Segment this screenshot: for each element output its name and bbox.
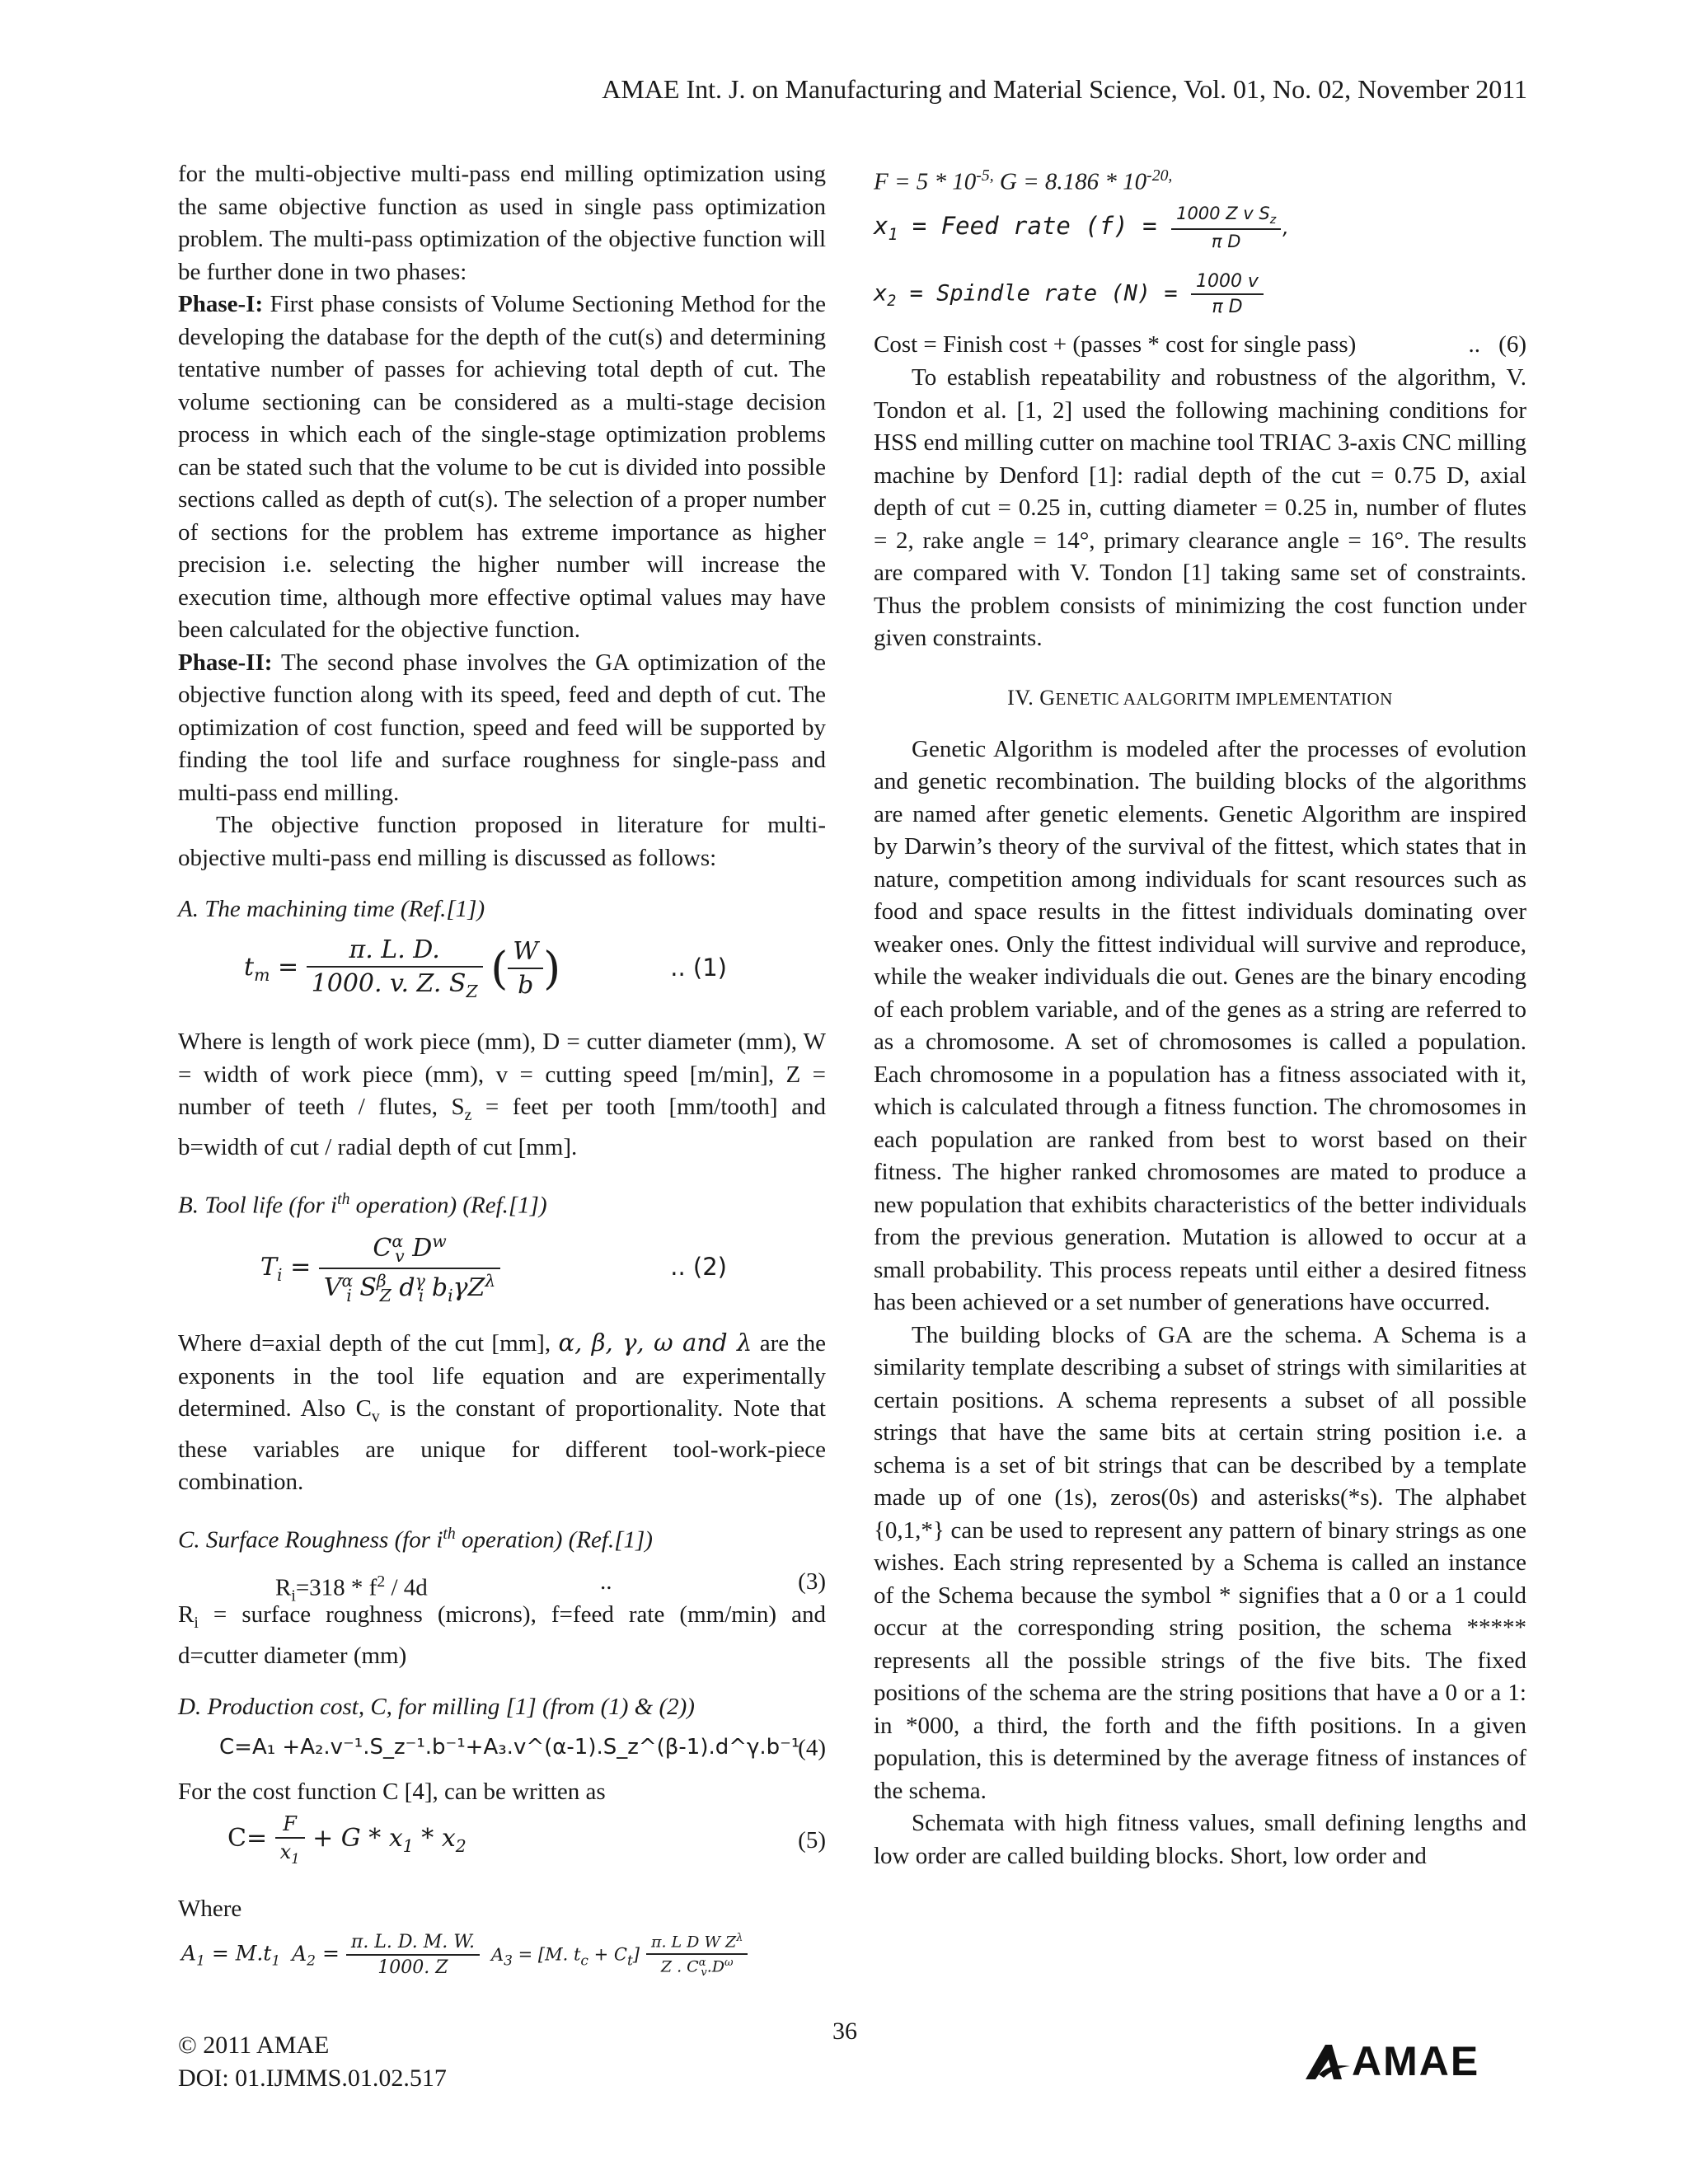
equation-1-number: .. (1): [670, 954, 727, 982]
equation-6-number: (6): [1498, 331, 1526, 359]
phase1-paragraph: [178, 288, 826, 647]
equation-5-number: (5): [798, 1826, 826, 1854]
ga-paragraph-2: The building blocks of GA are the schema. A Schema is a similarity template describing a subset of strings with similarities at certain positions. A schema represents a subset of all possible strings that have the same bits at certain string position i.e. a schema is a set of bit strings that can be described by a template made up of one (1s), zeros(0s) and asterisks(*s). The alphabet {0,1,*} can be used to represent any pattern of binary strings as one wishes. Each string represented by a Schema is called an instance of the Schema because the symbol * signifies that a 0 or a 1 could occur at the corresponding string position, the schema ***** represents all the possible strings of the five bits. The fixed positions of the schema are the string positions that have a 0 or a 1: in *000, a third, the forth and the fifth positions. In a given population, this is determined by the average fitness of instances of the schema.: [874, 1321, 1526, 1804]
right-column: [874, 158, 1526, 1872]
intro-paragraph: for the multi-objective multi-pass end milling optimization using the same objective function as used in single pass optimization problem. The multi-pass optimization of the objective function will be further done in two phases:: [178, 161, 826, 285]
equation-3-number: (3): [798, 1568, 826, 1596]
coefficient-definitions: $A_1 = M.t_1$ $A_2$ = $\frac{\pi. L. D. M. W.}{1000. Z}$ $A_3 = [M$. $t_c + C_t$] $\frac{\pi. L D W Z^\lambda}{Z . C^\alpha_v.D^\omega}$: [178, 1932, 826, 1998]
section-b-heading: B. Tool life (for $i^{th}$ operation) (Ref.[1]): [178, 1189, 547, 1219]
amae-logo-icon: [1304, 2041, 1352, 2081]
footer-left: [178, 2029, 447, 2095]
phase1-text: First phase consists of Volume Sectioning Method for the developing the database for the depth of the cut(s) and determining tentative number of passes for achieving total depth of cut. The volume sectioning can be considered as a multi-stage decision process in which each of the single-stage optimization problems can be stated such that the volume to be cut is divided into possible sections called as depth of cut(s). The selection of a proper number of sections for the problem has extreme importance as higher precision i.e. selecting the higher number will increase the execution time, although more effective optimal values may have been calculated for the objective function.: [178, 291, 826, 643]
phase2-text: The second phase involves the GA optimization of the objective function along with its speed, feed and depth of cut. The optimization of cost function, speed and feed will be supported by finding the tool life and surface roughness for single-pass and multi-pass end milling.: [178, 649, 826, 806]
cost-function-text: For the cost function C [4], can be written as: [178, 1779, 606, 1806]
equation-4-number: (4): [798, 1735, 826, 1762]
copyright: © 2011 AMAE: [178, 2032, 330, 2059]
surface-roughness-description: $R_i$ = surface roughness (microns), f=feed rate (mm/min) and d=cutter diameter (mm): [178, 1601, 826, 1669]
equation-2-number: .. (2): [670, 1253, 727, 1282]
page-number: 36: [832, 2018, 857, 2045]
spindle-rate-equation: $x_2$ = Spindle rate (N) = $\frac{1000 v}{\text{π D}}$: [874, 271, 1526, 329]
logo-text: AMAE: [1352, 2038, 1480, 2084]
phase2-label: Phase-II:: [178, 649, 273, 676]
ga-paragraph-3: Schemata with high fitness values, small defining lengths and low order are called building blocks. Short, low order and: [874, 1810, 1526, 1869]
equation-3: $R_i=318 * f^2 / 4d$ .. (3): [178, 1566, 826, 1599]
section-c-heading: C. Surface Roughness (for $i^{th}$ operation) (Ref.[1]): [178, 1524, 653, 1554]
section-a-heading: A. The machining time (Ref.[1]): [178, 896, 485, 922]
equation-1: $t_m$ = $\frac{\pi. L. D.}{1000. v. Z. S_Z}$ ( $\frac{W}{b}$ ) .. (1): [244, 935, 727, 1001]
machining-time-description: Where is length of work piece (mm), D = cutter diameter (mm), W = width of work piece (mm), v = cutting speed [m/min], Z = number of teeth / flutes, $S_z$ = feet per tooth [mm/tooth] and b=width of cut / radial depth of cut [mm].: [178, 1029, 826, 1161]
tool-life-description: Where d=axial depth of the cut [mm], α, β, γ, ω and λ are the exponents in the tool life equation and are experimentally determined. Also $C_v$ is the constant of proportionality. Note that these variables are unique for different tool-work-piece combination.: [178, 1329, 826, 1496]
section-iv-heading: IV. GENETIC AALGORITM IMPLEMENTATION: [1007, 685, 1393, 710]
machining-conditions-paragraph: To establish repeatability and robustness of the algorithm, V. Tondon et al. [1, 2] used the following machining conditions for HSS end milling cutter on machine tool TRIAC 3-axis CNC milling machine by Denford [1]: radial depth of the cut = 0.75 D, axial depth of cut = 0.25 in, cutting diameter = 0.25 in, number of flutes = 2, rake angle = 14°, primary clearance angle = 16°. The results are compared with V. Tondon [1] taking same set of constraints. Thus the problem consists of minimizing the cost function under given constraints.: [874, 364, 1526, 652]
constants-line: $F = 5 * 10^{-5,}$ $G = 8.186 * 10^{-20,}$: [874, 166, 1173, 195]
ga-paragraph-1: Genetic Algorithm is modeled after the processes of evolution and genetic recombination. The building blocks of the algorithms are named after genetic elements. Genetic Algorithm are inspired by Darwin’s theory of the survival of the fittest, which states that in nature, competition among individuals for scant resources such as food and space results in the fittest individuals dominating over weaker ones. Only the fittest individual will survive and reproduce, while the weaker individuals die out. Genes are the binary encoding of each problem variable, and of the genes as a string are referred to as a chromosome. A set of chromosomes is called a population. Each chromosome in a population has a fitness associated with it, which is calculated through a fitness function. The chromosomes in each population are ranked from best to worst based on their fitness. The higher ranked chromosomes are mated to produce a new population that exhibits characteristics of the better individuals from the previous generation. Mutation is allowed to occur at a small probability. This process repeats until either a desired fitness has been achieved or a set number of generations have occurred.: [874, 735, 1526, 1316]
phase2-paragraph: [178, 647, 826, 810]
feed-rate-equation: $x_1$ = Feed rate (f) = $\frac{1000 Z v S_z}{\text{π D}}$ ,: [874, 204, 1292, 252]
journal-header: AMAE Int. J. on Manufacturing and Material Science, Vol. 01, No. 02, November 2011: [602, 74, 1527, 104]
where-label: Where: [178, 1895, 242, 1922]
amae-logo: [1304, 2037, 1479, 2085]
equation-6: Cost = Finish cost + (passes * cost for single pass) .. (6): [874, 329, 1526, 362]
objective-paragraph: The objective function proposed in literature for multi-objective multi-pass end milling is discussed as follows:: [178, 812, 826, 871]
phase1-label: Phase-I:: [178, 291, 264, 317]
equation-2: $T_i$ = $\frac{C^\alpha_v D^w}{V^\alpha_i S^\beta_Z d^\gamma_i b_i\gamma Z^\lambda}$ .. (2): [260, 1231, 727, 1306]
left-column: [178, 158, 826, 1998]
equation-4: C=A₁ +A₂.v⁻¹.S_z⁻¹.b⁻¹+A₃.v^(α-1).S_z^(β-1).d^γ.b⁻¹ (4): [219, 1735, 826, 1762]
equation-5: C= $\frac{F}{x_1}$ + G * $x_1 * x_2$ (5): [227, 1811, 826, 1867]
doi: DOI: 01.IJMMS.01.02.517: [178, 2064, 447, 2092]
section-d-heading: D. Production cost, C, for milling [1] (from (1) & (2)): [178, 1694, 695, 1721]
